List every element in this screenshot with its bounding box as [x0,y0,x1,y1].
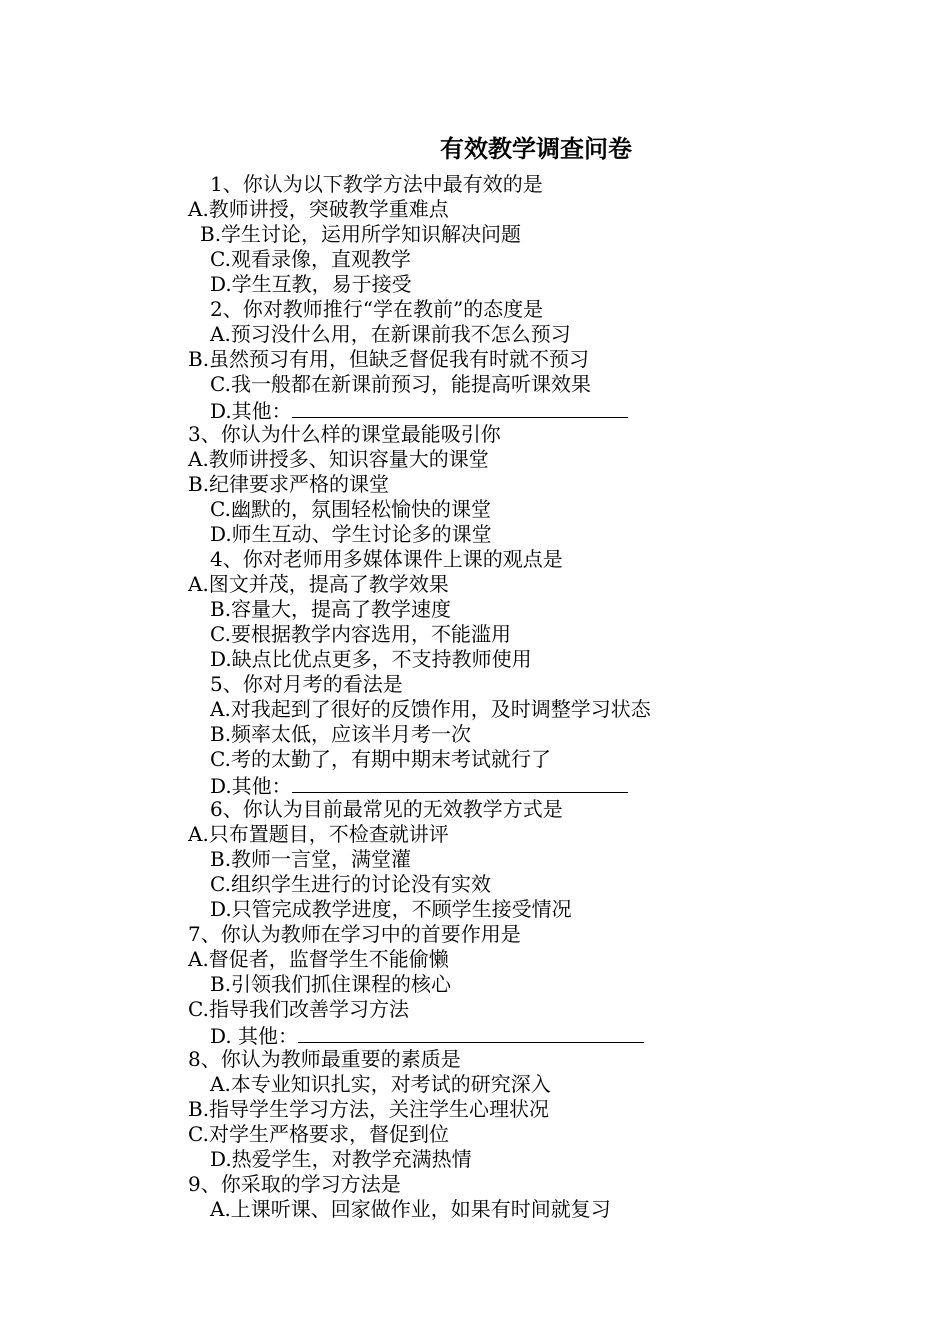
option-line [0,1147,950,1172]
question-line [0,172,950,197]
line-text: D.其他： [210,774,292,798]
line-text: 3、你认为什么样的课堂最能吸引你 [188,422,501,446]
line-text: D.热爱学生，对教学充满热情 [210,1147,472,1171]
line-text: A.对我起到了很好的反馈作用，及时调整学习状态 [210,697,651,721]
line-text: A.教师讲授多、知识容量大的课堂 [188,447,489,471]
option-line [0,397,950,422]
question-text [188,922,521,947]
line-text: B.指导学生学习方法，关注学生心理状况 [188,1097,550,1121]
line-text: A.只布置题目，不检查就讲评 [188,822,449,846]
option-line [0,722,950,747]
option-text [188,947,449,972]
option-line [0,597,950,622]
question-line [0,422,950,447]
line-text: A.预习没什么用，在新课前我不怎么预习 [210,322,571,346]
question-line [0,547,950,572]
option-line [0,697,950,722]
line-text: D.学生互教，易于接受 [210,272,412,296]
question-line [0,297,950,322]
option-line [0,1197,950,1222]
option-text [210,522,492,547]
option-text [210,322,571,347]
option-text [210,247,411,272]
line-text: C.要根据教学内容选用，不能滥用 [210,622,511,646]
line-text: 7、你认为教师在学习中的首要作用是 [188,922,521,946]
line-text: B.教师一言堂，满堂灌 [210,847,412,871]
option-text [210,622,511,647]
line-text: A.上课听课、回家做作业，如果有时间就复习 [210,1197,611,1221]
line-text: B.纪律要求严格的课堂 [188,472,390,496]
option-line [0,997,950,1022]
option-text [188,1097,549,1122]
line-text: A.本专业知识扎实，对考试的研究深入 [210,1072,551,1096]
option-text [210,872,491,897]
option-line [0,1072,950,1097]
option-text [210,897,572,922]
question-text [210,172,543,197]
line-text: 6、你认为目前最常见的无效教学方式是 [210,797,563,821]
option-line [0,1122,950,1147]
option-text [188,822,449,847]
line-text: D.其他： [210,399,292,423]
line-text: C.考的太勤了，有期中期末考试就行了 [210,747,551,771]
line-text: B.容量大，提高了教学速度 [210,597,452,621]
line-text: 8、你认为教师最重要的素质是 [188,1047,461,1071]
line-text: C.组织学生进行的讨论没有实效 [210,872,491,896]
line-text: D.只管完成教学进度，不顾学生接受情况 [210,897,572,921]
line-text: C.指导我们改善学习方法 [188,997,409,1021]
option-line [0,222,950,247]
line-text: C.观看录像，直观教学 [210,247,411,271]
option-line [0,897,950,922]
option-line [0,822,950,847]
option-line [0,272,950,297]
option-text [210,372,591,397]
question-line [0,1047,950,1072]
option-text [210,272,412,297]
option-line [0,872,950,897]
option-text [210,597,451,622]
option-text [200,222,521,247]
option-text [210,847,411,872]
line-text: B.引领我们抓住课程的核心 [210,972,452,996]
line-text: A.督促者，监督学生不能偷懒 [188,947,449,971]
page-title: 有效教学调查问卷 [440,134,632,163]
option-text [210,1147,472,1172]
line-text: B.学生讨论，运用所学知识解决问题 [200,222,522,246]
question-text [210,297,543,322]
questionnaire-body [0,172,950,1222]
line-text: 9、你采取的学习方法是 [188,1172,401,1196]
option-line [0,772,950,797]
line-text: 2、你对教师推行“学在教前”的态度是 [210,297,544,321]
option-text [210,397,628,424]
question-text [210,797,563,822]
line-text: 4、你对老师用多媒体课件上课的观点是 [210,547,563,571]
option-text [210,1197,611,1222]
option-text [210,647,532,672]
option-line [0,647,950,672]
question-text [188,1047,461,1072]
option-text [210,747,551,772]
question-line [0,922,950,947]
option-line [0,947,950,972]
question-line [0,672,950,697]
line-text: B.频率太低，应该半月考一次 [210,722,472,746]
option-text [210,1072,551,1097]
option-line [0,372,950,397]
option-text [210,497,491,522]
fill-in-blank[interactable] [298,1022,644,1043]
question-text [188,422,501,447]
line-text: C.我一般都在新课前预习，能提高听课效果 [210,372,591,396]
option-line [0,197,950,222]
line-text: C.对学生严格要求，督促到位 [188,1122,449,1146]
question-text [210,547,563,572]
option-line [0,322,950,347]
line-text: D.缺点比优点更多，不支持教师使用 [210,647,532,671]
option-text [188,347,589,372]
option-text [210,697,651,722]
question-line [0,1172,950,1197]
option-text [210,972,451,997]
option-text [188,572,449,597]
option-line [0,347,950,372]
line-text: A.教师讲授，突破教学重难点 [188,197,449,221]
option-text [188,997,409,1022]
option-text [188,472,389,497]
option-line [0,247,950,272]
option-line [0,847,950,872]
option-text [210,772,628,799]
option-text [210,1022,644,1049]
option-line [0,497,950,522]
question-text [210,672,403,697]
line-text: A.图文并茂，提高了教学效果 [188,572,449,596]
option-line [0,972,950,997]
option-line [0,1097,950,1122]
line-text: D. 其他： [210,1024,299,1048]
option-line [0,1022,950,1047]
option-line [0,472,950,497]
option-text [210,722,471,747]
question-text [188,1172,401,1197]
option-line [0,747,950,772]
question-line [0,797,950,822]
option-line [0,522,950,547]
fill-in-blank[interactable] [292,397,628,418]
line-text: D.师生互动、学生讨论多的课堂 [210,522,492,546]
line-text: B.虽然预习有用，但缺乏督促我有时就不预习 [188,347,590,371]
line-text: C.幽默的，氛围轻松愉快的课堂 [210,497,491,521]
line-text: 5、你对月考的看法是 [210,672,403,696]
option-text [188,1122,449,1147]
option-text [188,447,489,472]
line-text: 1、你认为以下教学方法中最有效的是 [210,172,543,196]
option-line [0,572,950,597]
option-text [188,197,449,222]
option-line [0,447,950,472]
fill-in-blank[interactable] [292,772,628,793]
option-line [0,622,950,647]
